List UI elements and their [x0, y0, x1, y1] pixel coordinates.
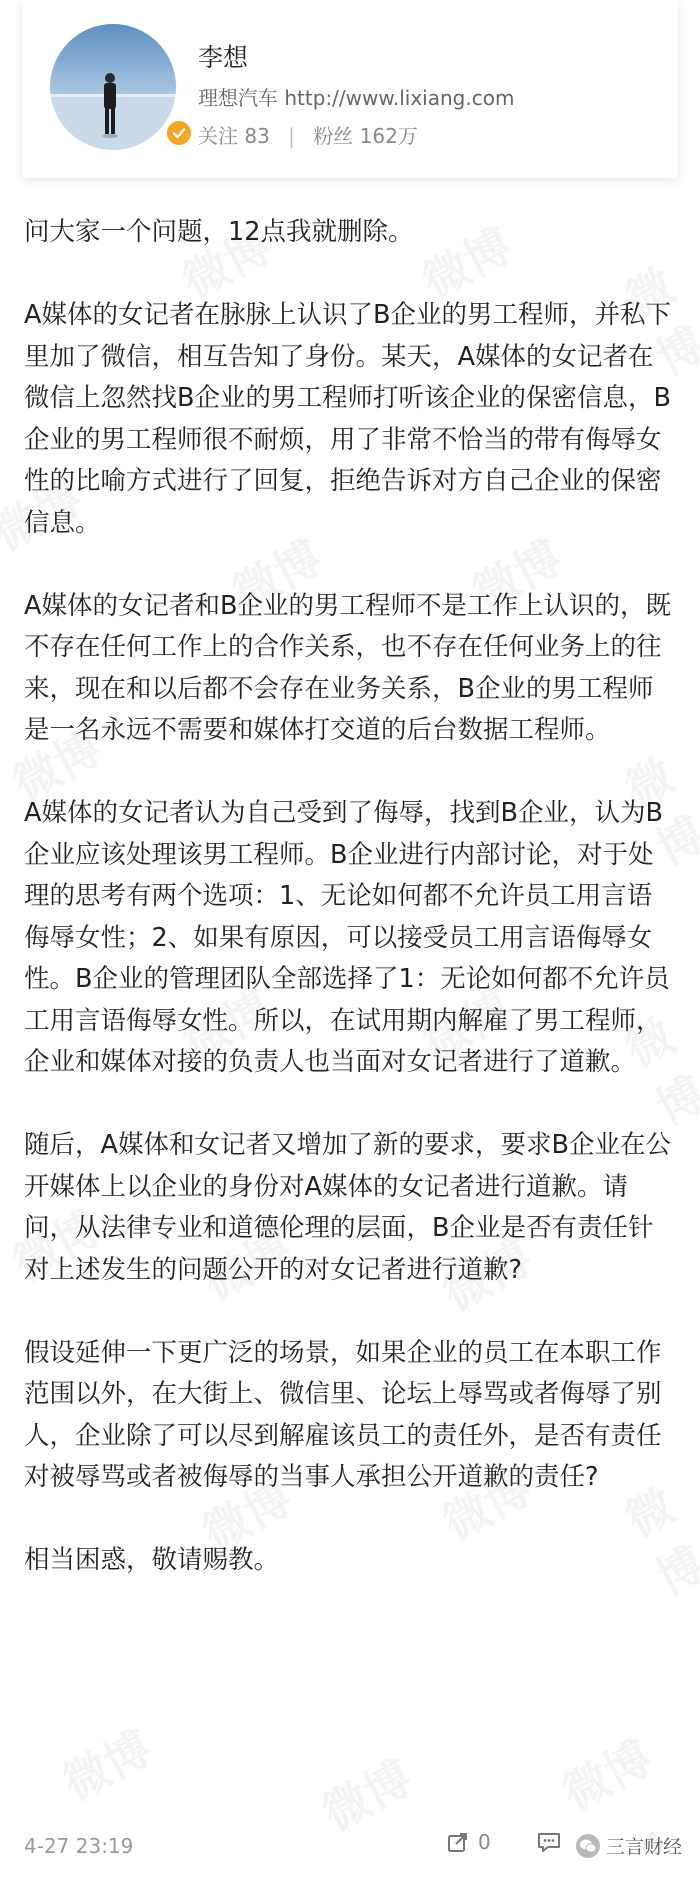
source-label: 三言财经: [606, 1836, 683, 1858]
user-name[interactable]: 李想: [198, 43, 249, 72]
post-body: [24, 212, 676, 1582]
user-stats: [198, 120, 418, 149]
user-description: 理想汽车 http://www.lixiang.com: [198, 86, 515, 110]
source-watermark: [576, 1832, 682, 1859]
repost-icon: [446, 1830, 470, 1854]
post-paragraph: 随后，A媒体和女记者又增加了新的要求，要求B企业在公开媒体上以企业的身份对A媒体的女记者进行道歉。请问，从法律专业和道德伦理的层面，B企业是否有责任针对上述发生的问题公开的对女记者进行道歉?: [24, 1130, 671, 1285]
comment-button[interactable]: [536, 1830, 562, 1854]
post-paragraph: A媒体的女记者在脉脉上认识了B企业的男工程师，并私下里加了微信，相互告知了身份。某天，A媒体的女记者在微信上忽然找B企业的男工程师打听该企业的保密信息，B企业的男工程师很不耐烦，用了非常不恰当的带有侮辱女性的比喻方式进行了回复，拒绝告诉对方自己企业的保密信息。: [24, 300, 671, 538]
following-count[interactable]: 83: [244, 124, 270, 148]
following-label[interactable]: 关注: [198, 124, 238, 148]
stats-divider: |: [288, 124, 295, 148]
wechat-logo-icon: [576, 1834, 600, 1858]
post-paragraph: 相当困惑，敬请赐教。: [24, 1545, 280, 1575]
post-footer: [0, 1826, 700, 1866]
followers-count[interactable]: 162万: [359, 124, 418, 148]
verified-icon: [164, 118, 194, 148]
post-timestamp: 4-27 23:19: [24, 1834, 134, 1858]
post-paragraph: A媒体的女记者认为自己受到了侮辱，找到B企业，认为B企业应该处理该男工程师。B企业进行内部讨论，对于处理的思考有两个选项：1、无论如何都不允许员工用言语侮辱女性；2、如果有原因，可以接受员工用言语侮辱女性。B企业的管理团队全部选择了1：无论如何都不允许员工用言语侮辱女性。所以，在试用期内解雇了男工程师，企业和媒体对接的负责人也当面对女记者进行了道歉。: [24, 798, 670, 1077]
watermark: [50, 1712, 162, 1813]
avatar[interactable]: [50, 24, 176, 150]
repost-button[interactable]: [446, 1830, 491, 1854]
post-paragraph: 问大家一个问题，12点我就删除。: [24, 217, 414, 247]
comment-icon: [536, 1830, 562, 1854]
post-paragraph: 假设延伸一下更广泛的场景，如果企业的员工在本职工作范围以外，在大街上、微信里、论坛上辱骂或者侮辱了别人，企业除了可以尽到解雇该员工的责任外，是否有责任对被辱骂或者被侮辱的当事人承担公开道歉的责任?: [24, 1337, 662, 1492]
profile-card: [22, 0, 678, 178]
repost-count: 0: [478, 1830, 491, 1854]
watermark: [550, 1722, 662, 1823]
post-paragraph: A媒体的女记者和B企业的男工程师不是工作上认识的，既不存在任何工作上的合作关系，也不存在任何业务上的往来，现在和以后都不会存在业务关系，B企业的男工程师是一名永远不需要和媒体打交道的后台数据工程师。: [24, 590, 671, 745]
followers-label[interactable]: 粉丝: [313, 124, 354, 148]
